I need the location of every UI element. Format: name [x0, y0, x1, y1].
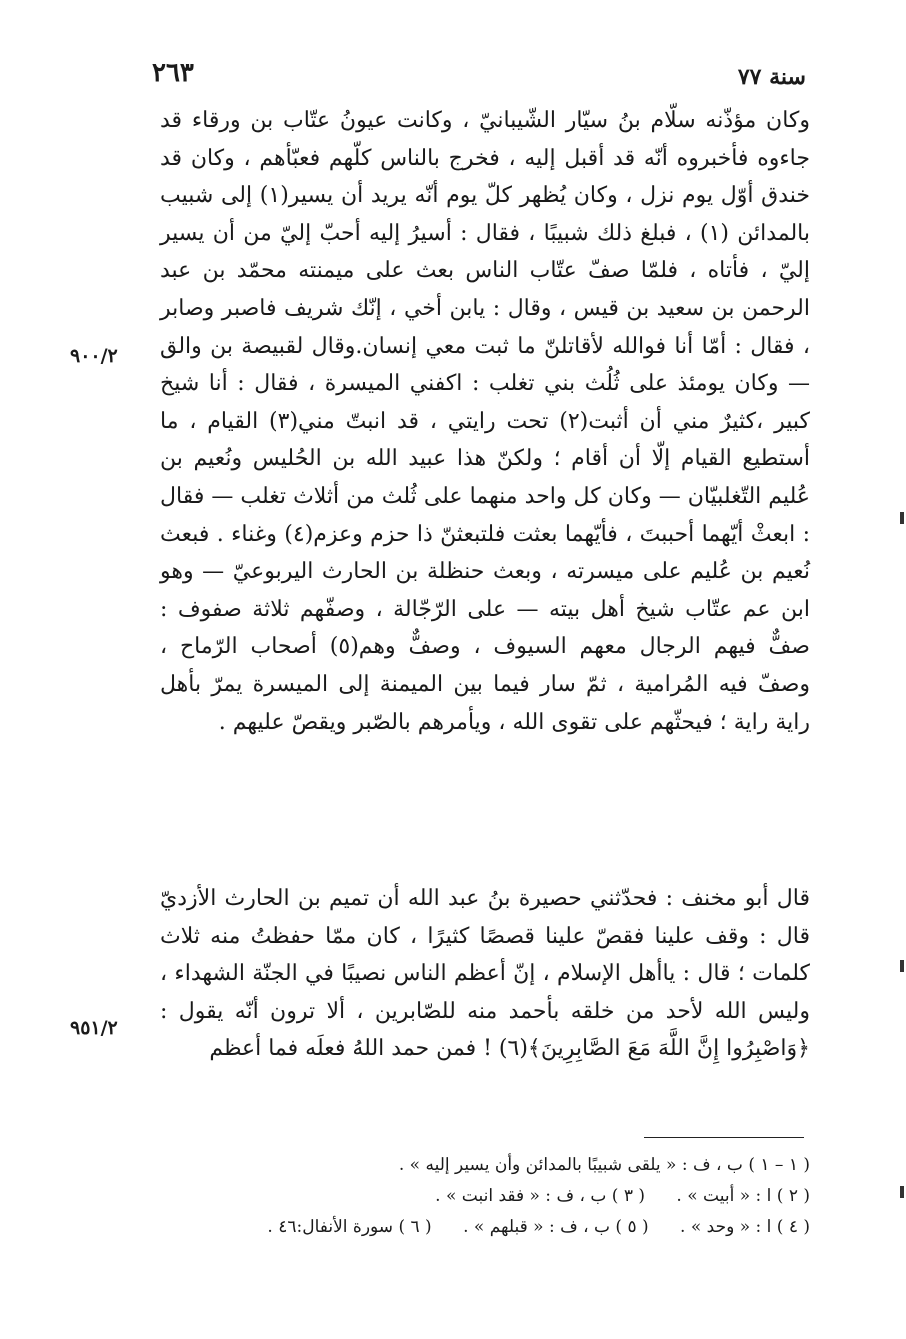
footnotes	[160, 1150, 810, 1243]
margin-reference: ٩٠٠/٢	[70, 345, 118, 367]
footnote: ( ٢ ) ا : « أبيت » .	[676, 1186, 810, 1206]
paragraph-text: وكان مؤذّنه سلّام بنُ سيّار الشّيبانيّ ، وكانت عيونُ عتّاب بن ورقاء قد جاءوه فأخبروه أنّه قد أقبل إليه ، فخرج بالناس كلّهم فعبّأهم ، وكان قد خندق أوّل يوم نزل ، وكان يُظهر كلّ يوم أنّه يريد أن يسير(١) إلى شبيب بالمدائن (١) ، فبلغ ذلك شبيبًا ، فقال : أسيرُ إليه أحبّ إليّ من أن يسير إليّ ، فأتاه ، فلمّا صفّ عتّاب الناس بعث على ميمنته محمّد بن عبد الرحمن بن سعيد بن قيس ، وقال : يابن أخي ، إنّك شريف فاصبر وصابر ، فقال : أمّا أنا فوالله لأقاتلنّ ما ثبت معي إنسان.وقال لقبيصة بن والق — وكان يومئذ على ثُلُث بني تغلب : اكفني الميسرة ، فقال : أنا شيخ كبير ،كثيرٌ مني أن أثبت(٢) تحت رايتي ، قد انبتّ مني(٣) القيام ، ما أستطيع القيام إلّا أن أقام ؛ ولكنّ هذا عبيد الله بن الحُليس ونُعيم بن عُليم التّغلبيّان — وكان كل واحد منهما على ثُلث من أثلاث تغلب — فقال : ابعثْ أيّهما أحببتَ ، فأيّهما بعثت فلتبعثنّ ذا حزم وعزم(٤) وغناء . فبعث نُعيم بن عُليم على ميسرته ، وبعث حنظلة بن الحارث اليربوعيّ — وهو ابن عم عتّاب شيخ أهل بيته — على الرّجّالة ، وصفّهم ثلاثة صفوف : صفٌّ فيهم الرجال معهم السيوف ، وصفٌّ وهم(٥) أصحاب الرّماح ، وصفّ فيه المُرامية ، ثمّ سار فيما بين الميمنة إلى الميسرة يمرّ بأهل راية راية ؛ فيحثّهم على تقوى الله ، ويأمرهم بالصّبر ويقصّ عليهم .	[160, 108, 810, 735]
footnote-line	[160, 1150, 810, 1181]
scan-mark	[900, 960, 904, 972]
footnote-divider	[644, 1137, 804, 1138]
year-heading: سنة ٧٧	[737, 64, 806, 90]
footnote: ( ٥ ) ب ، ف : « قبلهم » .	[463, 1217, 649, 1237]
scan-mark	[900, 1186, 904, 1198]
footnote: ( ٦ ) سورة الأنفال:٤٦ .	[267, 1217, 432, 1237]
footnote-line	[160, 1181, 810, 1212]
footnote: ( ٣ ) ب ، ف : « فقد انبت » .	[435, 1186, 645, 1206]
scan-mark	[900, 512, 904, 524]
paragraph-text: قال أبو مخنف : فحدّثني حصيرة بنُ عبد الله أن تميم بن الحارث الأزديّ قال : وقف علينا فقصّ علينا قصصًا كثيرًا ، كان ممّا حفظتُ منه ثلاث كلمات ؛ قال : ياأهل الإسلام ، إنّ أعظم الناس نصيبًا في الجنّة الشهداء ، وليس الله لأحد من خلقه بأحمد منه للصّابرين ، ألا ترون أنّه يقول : ﴿وَاصْبِرُوا إِنَّ اللَّهَ مَعَ الصَّابِرِينَ﴾(٦) ! فمن حمد اللهُ فعلَه فما أعظم	[160, 886, 810, 1062]
footnote: ( ٤ ) ا : « وحد » .	[680, 1217, 810, 1237]
page-number: ٢٦٣	[152, 58, 194, 88]
footnote-line	[160, 1212, 810, 1243]
body-paragraph	[160, 102, 810, 741]
body-paragraph	[160, 880, 810, 1068]
margin-reference: ٩٥١/٢	[70, 1017, 118, 1039]
footnote: ( ١ – ١ ) ب ، ف : « يلقى شبيبًا بالمدائن وأن يسير إليه » .	[398, 1155, 810, 1175]
